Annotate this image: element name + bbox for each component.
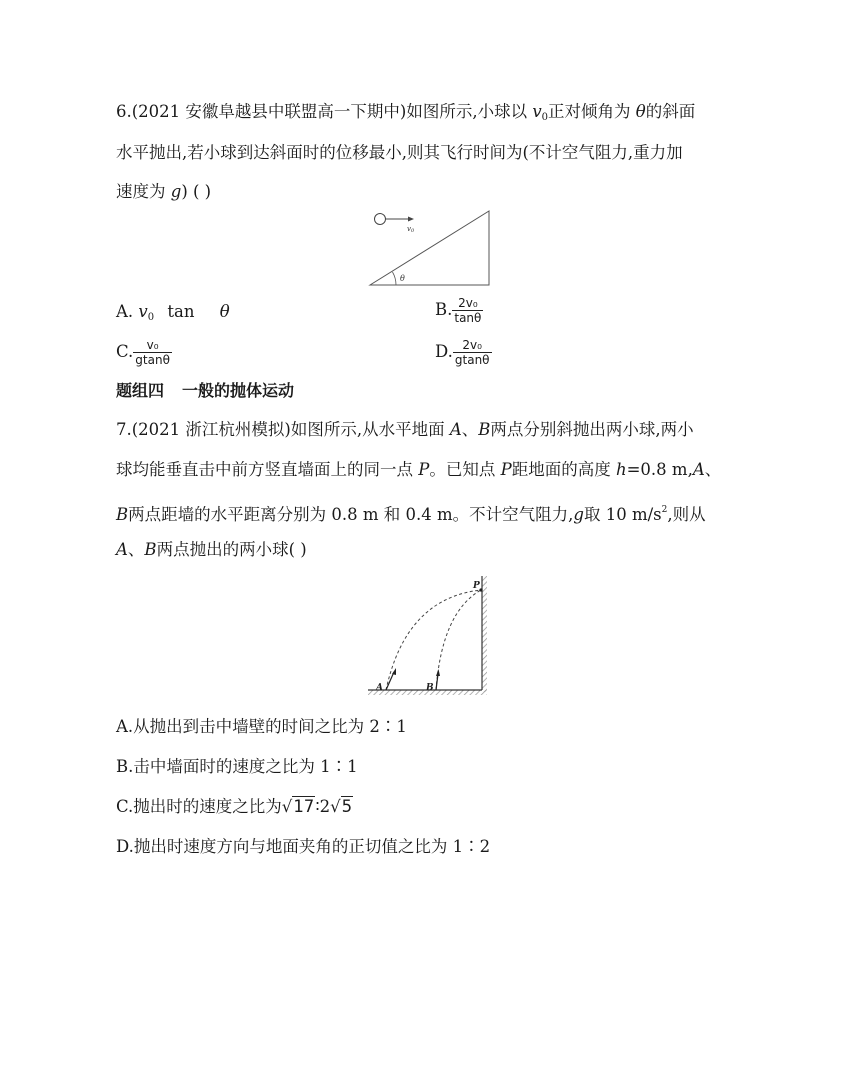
- arrow-head: [408, 217, 414, 222]
- q6-text: 速度为: [116, 182, 171, 201]
- q7-text: 两点距墙的水平距离分别为 0.8 m 和 0.4 m。不计空气阻力,: [128, 505, 574, 524]
- radicand: 5: [341, 797, 353, 816]
- v-symbol: v: [138, 302, 148, 321]
- option-label: A.: [116, 302, 134, 321]
- h-symbol: h: [615, 460, 627, 479]
- denominator: tanθ: [454, 311, 482, 325]
- point-a: A: [692, 460, 705, 479]
- q7-text: 距地面的高度: [511, 460, 616, 479]
- point-p: P: [500, 460, 512, 479]
- numerator: 2v₀: [453, 338, 492, 353]
- g-symbol: g: [573, 505, 584, 524]
- velocity-a: [386, 672, 394, 690]
- ball: [375, 214, 386, 225]
- section-title: 题组四: [116, 381, 165, 400]
- point-b: B: [478, 420, 491, 439]
- q6-incline-figure: [360, 205, 500, 295]
- angle-arc: [393, 272, 397, 285]
- q6-text: 正对倾角为: [548, 102, 636, 121]
- h-value: =0.8 m,: [626, 460, 693, 479]
- q6-option-b: [435, 296, 483, 325]
- point-b: B: [144, 540, 157, 559]
- theta-symbol: θ: [219, 302, 230, 321]
- q7-line-1: [116, 418, 694, 442]
- theta-symbol: θ: [635, 102, 646, 121]
- q6-text: ) ( ): [181, 182, 212, 201]
- q7-trajectory-figure: [366, 572, 502, 696]
- v-symbol: v: [532, 102, 542, 121]
- arrow-a: [392, 668, 396, 675]
- numerator: v₀: [133, 338, 172, 353]
- q7-line-3: [116, 498, 706, 527]
- v0-label: v0: [407, 225, 415, 234]
- q7-text: 球均能垂直击中前方竖直墙面上的同一点: [116, 460, 419, 479]
- radicand: 17: [293, 797, 315, 816]
- g-symbol: g: [170, 182, 182, 201]
- separator: 、: [704, 460, 722, 479]
- numerator: 2v₀: [452, 296, 483, 311]
- q7-line-4: [116, 538, 307, 562]
- q6-option-a: [116, 300, 230, 330]
- section-subtitle: 一般的抛体运动: [182, 381, 295, 400]
- q6-line-3: [116, 180, 211, 204]
- wall: [482, 576, 487, 692]
- sqrt-5: √5: [330, 797, 353, 816]
- trajectory-b: [436, 590, 481, 690]
- option-label: B.: [435, 300, 453, 319]
- point-a: A: [116, 540, 128, 559]
- denominator: gtanθ: [135, 353, 170, 367]
- label-b: B: [426, 683, 434, 693]
- angle-label: θ: [400, 274, 405, 283]
- q7-text: 两点分别斜抛出两小球,两小: [490, 420, 694, 439]
- denominator: gtanθ: [454, 353, 490, 367]
- q7-option-a: A.从抛出到击中墙壁的时间之比为 2∶1: [116, 717, 407, 736]
- subscript: 0: [147, 312, 155, 323]
- q6-line-2: 水平抛出,若小球到达斜面时的位移最小,则其飞行时间为(不计空气阻力,重力加: [116, 143, 683, 162]
- superscript: 2: [661, 505, 668, 515]
- q6-option-c: [116, 338, 172, 367]
- option-label: D.: [435, 342, 453, 361]
- incline: [370, 211, 489, 285]
- q7-text: 。已知点: [429, 460, 501, 479]
- q6-line-1: [116, 100, 695, 130]
- point-b: B: [116, 505, 129, 524]
- q7-option-c: [116, 795, 353, 819]
- point-p: P: [418, 460, 430, 479]
- option-label: C.: [116, 342, 134, 361]
- label-p: P: [473, 581, 480, 591]
- q6-text: 6.(2021 安徽阜越县中联盟高一下期中)如图所示,小球以: [116, 102, 533, 121]
- tan-text: tan: [167, 302, 195, 321]
- q7-text: C.抛出时的速度之比为: [116, 797, 282, 816]
- subscript: 0: [541, 112, 549, 123]
- q7-text: ,则从: [667, 505, 706, 524]
- point-p-dot: [479, 588, 482, 591]
- separator: 、: [461, 420, 479, 439]
- q7-line-2: [116, 458, 721, 482]
- fraction: [452, 296, 483, 325]
- q6-option-d: [435, 338, 492, 367]
- q7-option-b: B.击中墙面时的速度之比为 1∶1: [116, 757, 358, 776]
- q7-text: 7.(2021 浙江杭州模拟)如图所示,从水平地面: [116, 420, 450, 439]
- separator: 、: [127, 540, 145, 559]
- trajectory-a: [386, 590, 481, 690]
- q7-text: 取 10 m/s: [583, 505, 662, 524]
- fraction: [133, 338, 172, 367]
- q6-text: 的斜面: [645, 102, 696, 121]
- fraction: [453, 338, 492, 367]
- q7-option-d: D.抛出时速度方向与地面夹角的正切值之比为 1∶2: [116, 837, 491, 856]
- label-a: A: [376, 683, 383, 693]
- section-heading: [116, 378, 312, 401]
- arrow-b: [436, 669, 440, 676]
- q7-text: ∶2: [315, 797, 331, 816]
- q7-text: 两点抛出的两小球( ): [156, 540, 307, 559]
- sqrt-17: √17: [281, 797, 315, 816]
- point-a: A: [449, 420, 462, 439]
